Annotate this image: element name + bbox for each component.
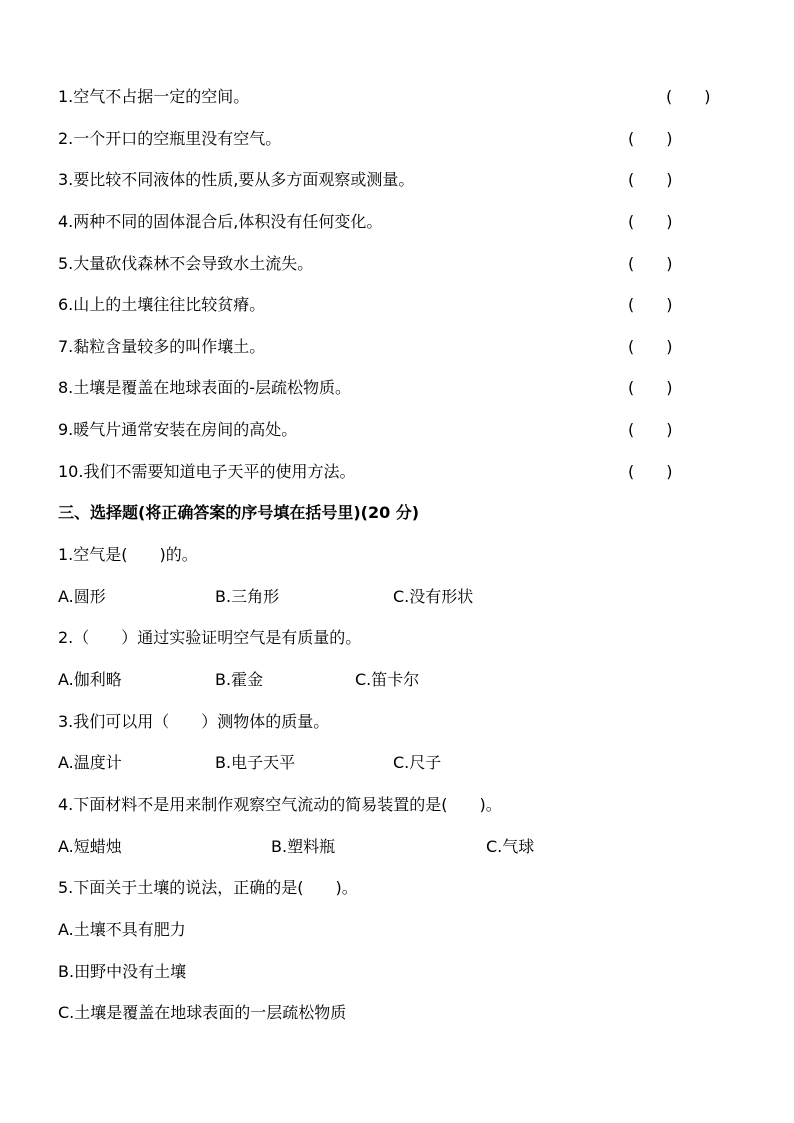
judgment-item-3: 3.要比较不同液体的性质,要从多方面观察或测量。 [58,170,415,189]
choice-1-option-a: A.圆形 [58,587,106,606]
choice-question-4: 4.下面材料不是用来制作观察空气流动的简易装置的是( )。 [58,795,502,814]
choice-3-option-b: B.电子天平 [215,753,296,772]
answer-blank-8[interactable]: ( ) [628,378,673,397]
judgment-item-10: 10.我们不需要知道电子天平的使用方法。 [58,462,356,481]
choice-question-2: 2.（ ）通过实验证明空气是有质量的。 [58,628,362,647]
answer-blank-7[interactable]: ( ) [628,337,673,356]
answer-blank-3[interactable]: ( ) [628,170,673,189]
judgment-item-7: 7.黏粒含量较多的叫作壤土。 [58,337,266,356]
choice-3-option-a: A.温度计 [58,753,122,772]
answer-blank-10[interactable]: ( ) [628,462,673,481]
choice-2-option-c: C.笛卡尔 [355,670,420,689]
choice-2-option-b: B.霍金 [215,670,264,689]
judgment-item-5: 5.大量砍伐森林不会导致水土流失。 [58,254,314,273]
judgment-item-6: 6.山上的土壤往往比较贫瘠。 [58,295,266,314]
choice-4-option-c: C.气球 [486,837,535,856]
answer-blank-4[interactable]: ( ) [628,212,673,231]
answer-blank-2[interactable]: ( ) [628,129,673,148]
choice-1-option-c: C.没有形状 [393,587,474,606]
choice-question-3: 3.我们可以用（ ）测物体的质量。 [58,712,330,731]
choice-2-option-a: A.伽利略 [58,670,122,689]
choice-5-option-c: C.土壤是覆盖在地球表面的一层疏松物质 [58,1003,347,1022]
answer-blank-6[interactable]: ( ) [628,295,673,314]
choice-5-option-a: A.土壤不具有肥力 [58,920,186,939]
answer-blank-1[interactable]: ( ) [666,87,711,106]
choice-1-option-b: B.三角形 [215,587,280,606]
judgment-item-8: 8.土壤是覆盖在地球表面的-层疏松物质。 [58,378,352,397]
choice-4-option-b: B.塑料瓶 [271,837,336,856]
answer-blank-9[interactable]: ( ) [628,420,673,439]
section-heading: 三、选择题(将正确答案的序号填在括号里)(20 分) [58,503,420,522]
choice-question-1: 1.空气是( )的。 [58,545,198,564]
choice-question-5: 5.下面关于土壤的说法，正确的是( )。 [58,878,358,897]
choice-4-option-a: A.短蜡烛 [58,837,122,856]
choice-5-option-b: B.田野中没有土壤 [58,962,187,981]
answer-blank-5[interactable]: ( ) [628,254,673,273]
judgment-item-4: 4.两种不同的固体混合后,体积没有任何变化。 [58,212,383,231]
judgment-item-9: 9.暖气片通常安装在房间的高处。 [58,420,298,439]
choice-3-option-c: C.尺子 [393,753,442,772]
judgment-item-2: 2.一个开口的空瓶里没有空气。 [58,129,282,148]
judgment-item-1: 1.空气不占据一定的空间。 [58,87,250,106]
